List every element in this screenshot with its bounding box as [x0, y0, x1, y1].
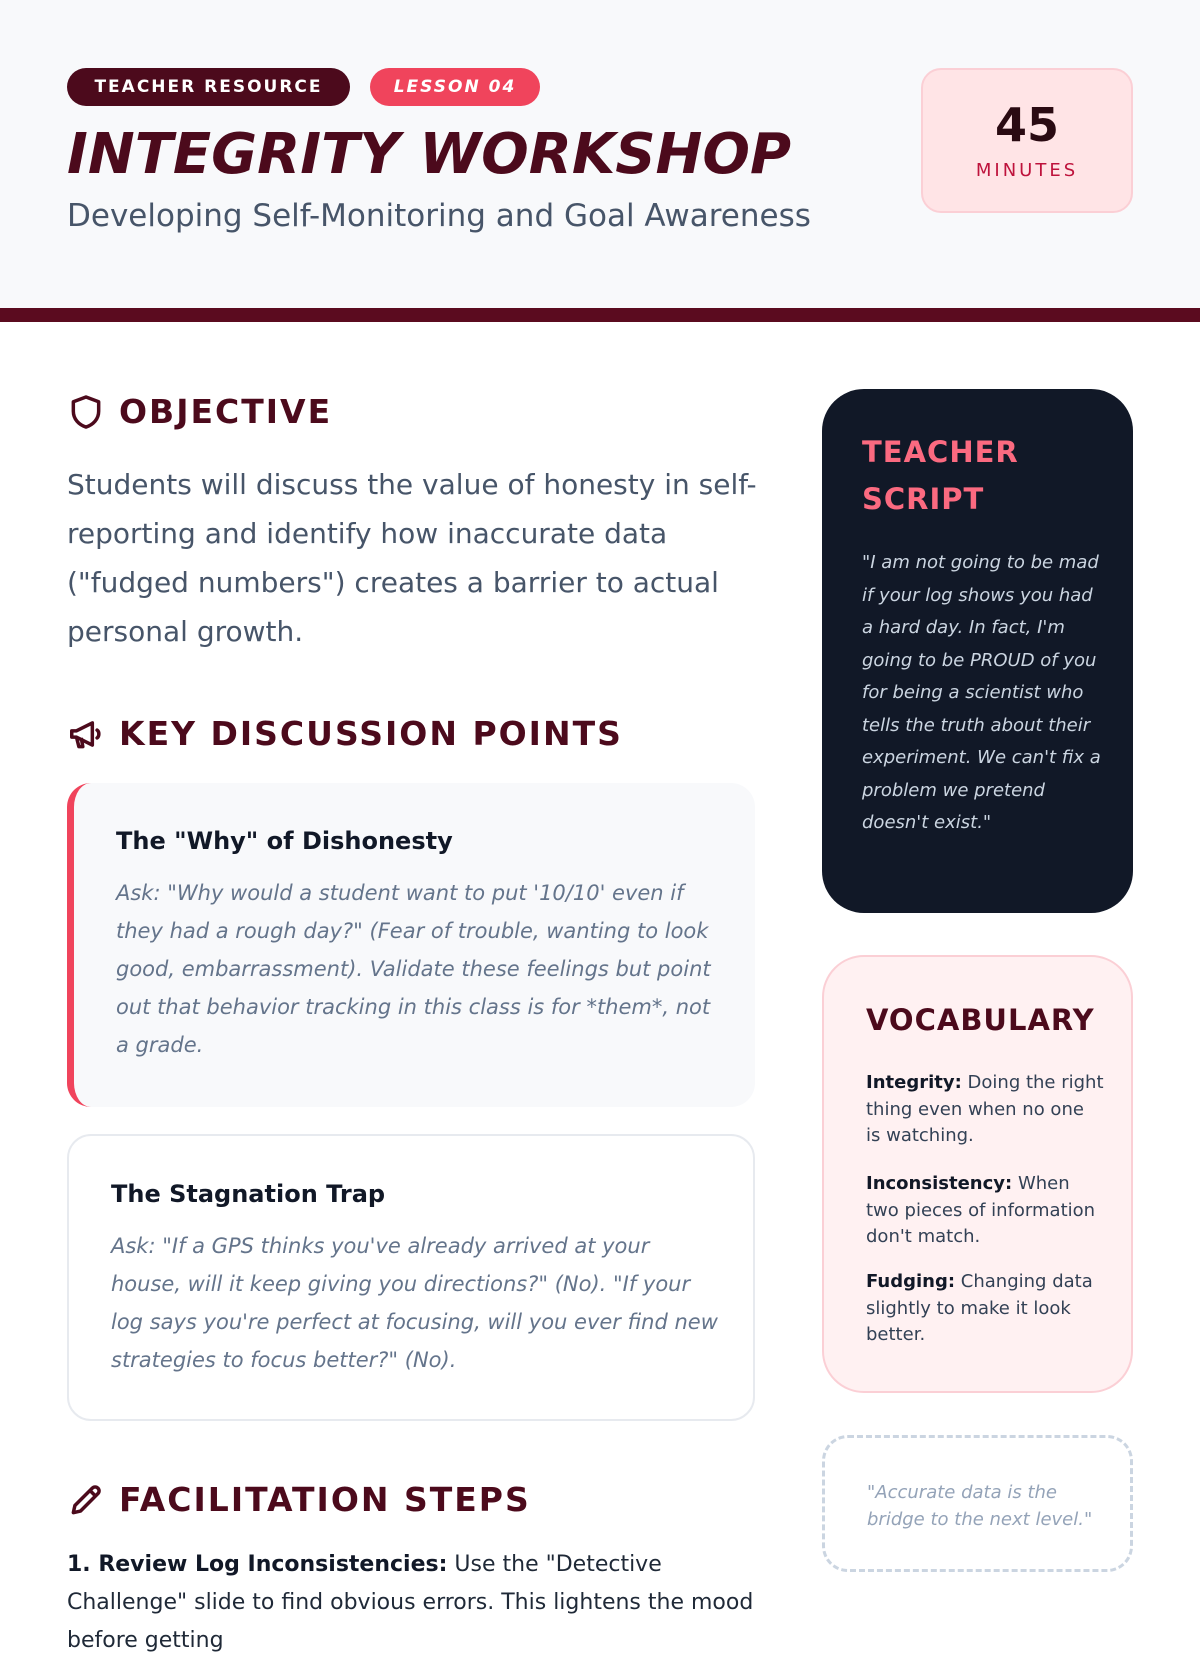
- vocabulary-definition: Doing the right thing even when no one is watching.: [866, 1072, 1104, 1146]
- vocabulary-term: Inconsistency:: [866, 1173, 1013, 1194]
- discussion-card: [67, 1134, 755, 1421]
- pencil-icon: [67, 1481, 105, 1519]
- vocabulary-panel: [822, 955, 1133, 1393]
- vocabulary-definition: Changing data slightly to make it look better.: [866, 1271, 1093, 1345]
- teacher-script-title: TEACHER SCRIPT: [862, 435, 1019, 516]
- objective-title: OBJECTIVE: [119, 392, 333, 431]
- duration-badge: [921, 68, 1133, 213]
- teacher-resource-badge: TEACHER RESOURCE: [67, 68, 350, 106]
- vocabulary-definition: When two pieces of information don't match.: [866, 1173, 1096, 1247]
- lesson-badge: LESSON 04: [370, 68, 540, 106]
- vocabulary-term: Fudging:: [866, 1271, 956, 1292]
- objective-text: Students will discuss the value of honesty in self-reporting and identify how inaccurate data ("fudged numbers") creates a barrier to actual personal growth.: [67, 468, 757, 648]
- discussion-card: [67, 783, 755, 1107]
- vocabulary-item: [866, 1269, 1104, 1349]
- facilitation-step: [67, 1546, 757, 1660]
- footer-quote: "Accurate data is the bridge to the next level.": [867, 1482, 1093, 1530]
- duration-unit: MINUTES: [975, 160, 1079, 181]
- teacher-script-panel: [822, 389, 1133, 913]
- vocabulary-term: Integrity:: [866, 1072, 962, 1093]
- header-divider: [0, 308, 1200, 322]
- teacher-script-quote: "I am not going to be mad if your log shows you had a hard day. In fact, I'm going to be PROUD of you for being a scientist who tells the truth about their experiment. We can't fix a problem we pretend doesn't exist.": [862, 552, 1101, 833]
- duration-value: 45: [994, 98, 1059, 152]
- vocabulary-title: VOCABULARY: [866, 1003, 1095, 1037]
- footer-quote-box: [822, 1435, 1133, 1572]
- discussion-card-title: The Stagnation Trap: [111, 1180, 386, 1208]
- vocabulary-item: [866, 1171, 1104, 1251]
- shield-icon: [67, 393, 105, 431]
- facilitation-heading: [67, 1480, 531, 1519]
- vocabulary-item: [866, 1070, 1104, 1150]
- discussion-heading: [67, 714, 623, 753]
- discussion-card-body: Ask: "If a GPS thinks you've already arrived at your house, will it keep giving you directions?" (No). "If your log says you're perfect at focusing, will you ever find new strategies to focus better?" (No).: [111, 1234, 718, 1372]
- step-text: Use the "Detective Challenge" slide to find obvious errors. This lightens the mood before getting: [67, 1552, 754, 1653]
- discussion-card-title: The "Why" of Dishonesty: [116, 827, 453, 855]
- megaphone-icon: [67, 715, 105, 753]
- page-title: INTEGRITY WORKSHOP: [67, 122, 792, 187]
- discussion-card-body: Ask: "Why would a student want to put '10/10' even if they had a rough day?" (Fear of trouble, wanting to look good, embarrassment). Validate these feelings but point out that behavior tracking in this class is for *them*, not a grade.: [116, 881, 711, 1057]
- page-subtitle: Developing Self-Monitoring and Goal Awareness: [67, 198, 811, 234]
- step-label: 1. Review Log Inconsistencies:: [67, 1552, 448, 1577]
- facilitation-title: FACILITATION STEPS: [119, 1480, 531, 1519]
- objective-heading: [67, 392, 332, 431]
- discussion-title: KEY DISCUSSION POINTS: [119, 714, 623, 753]
